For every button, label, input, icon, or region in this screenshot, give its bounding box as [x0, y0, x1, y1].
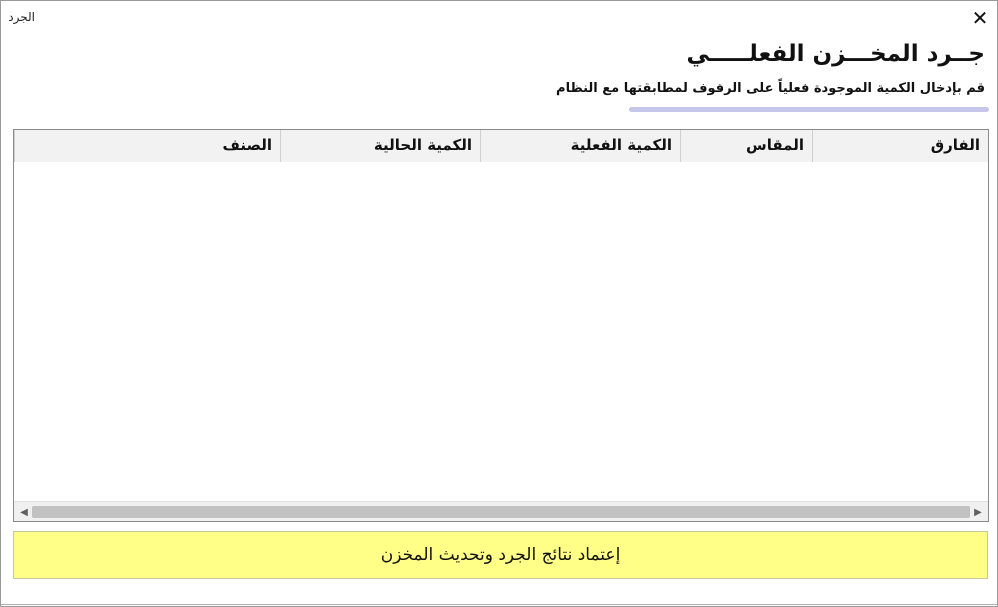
column-header-size[interactable]	[680, 130, 812, 162]
window-title: الجرد	[8, 10, 35, 24]
horizontal-scrollbar[interactable]	[14, 501, 988, 521]
column-header-item-label: الصنف	[222, 136, 272, 154]
scroll-right-icon[interactable]: ▶	[974, 506, 982, 518]
confirm-inventory-label: إعتماد نتائج الجرد وتحديث المخزن	[380, 545, 621, 565]
subtitle-underline	[629, 107, 989, 112]
column-header-current-qty[interactable]	[280, 130, 480, 162]
bottom-divider	[1, 604, 997, 605]
inventory-grid[interactable]	[13, 129, 989, 522]
close-icon: ✕	[971, 6, 989, 30]
grid-body[interactable]	[14, 163, 988, 501]
scrollbar-thumb[interactable]	[32, 506, 970, 518]
close-button[interactable]	[965, 5, 995, 31]
page-subtitle: قم بإدخال الكمية الموجودة فعلياً على الرفوف لمطابقتها مع النظام	[556, 81, 985, 96]
scroll-left-icon[interactable]: ◀	[20, 506, 28, 518]
column-header-current-qty-label: الكمية الحالية	[373, 136, 472, 154]
column-header-actual-qty[interactable]	[480, 130, 680, 162]
column-header-difference[interactable]	[812, 130, 988, 162]
column-header-size-label: المقاس	[746, 136, 804, 154]
confirm-inventory-button[interactable]	[13, 531, 988, 579]
grid-header	[14, 130, 988, 162]
column-header-item[interactable]	[14, 130, 280, 162]
page-title: جــرد المخـــزن الفعلـــــي	[686, 41, 985, 67]
title-bar	[1, 1, 997, 35]
column-header-actual-qty-label: الكمية الفعلية	[570, 136, 672, 154]
column-header-difference-label: الفارق	[930, 136, 980, 154]
